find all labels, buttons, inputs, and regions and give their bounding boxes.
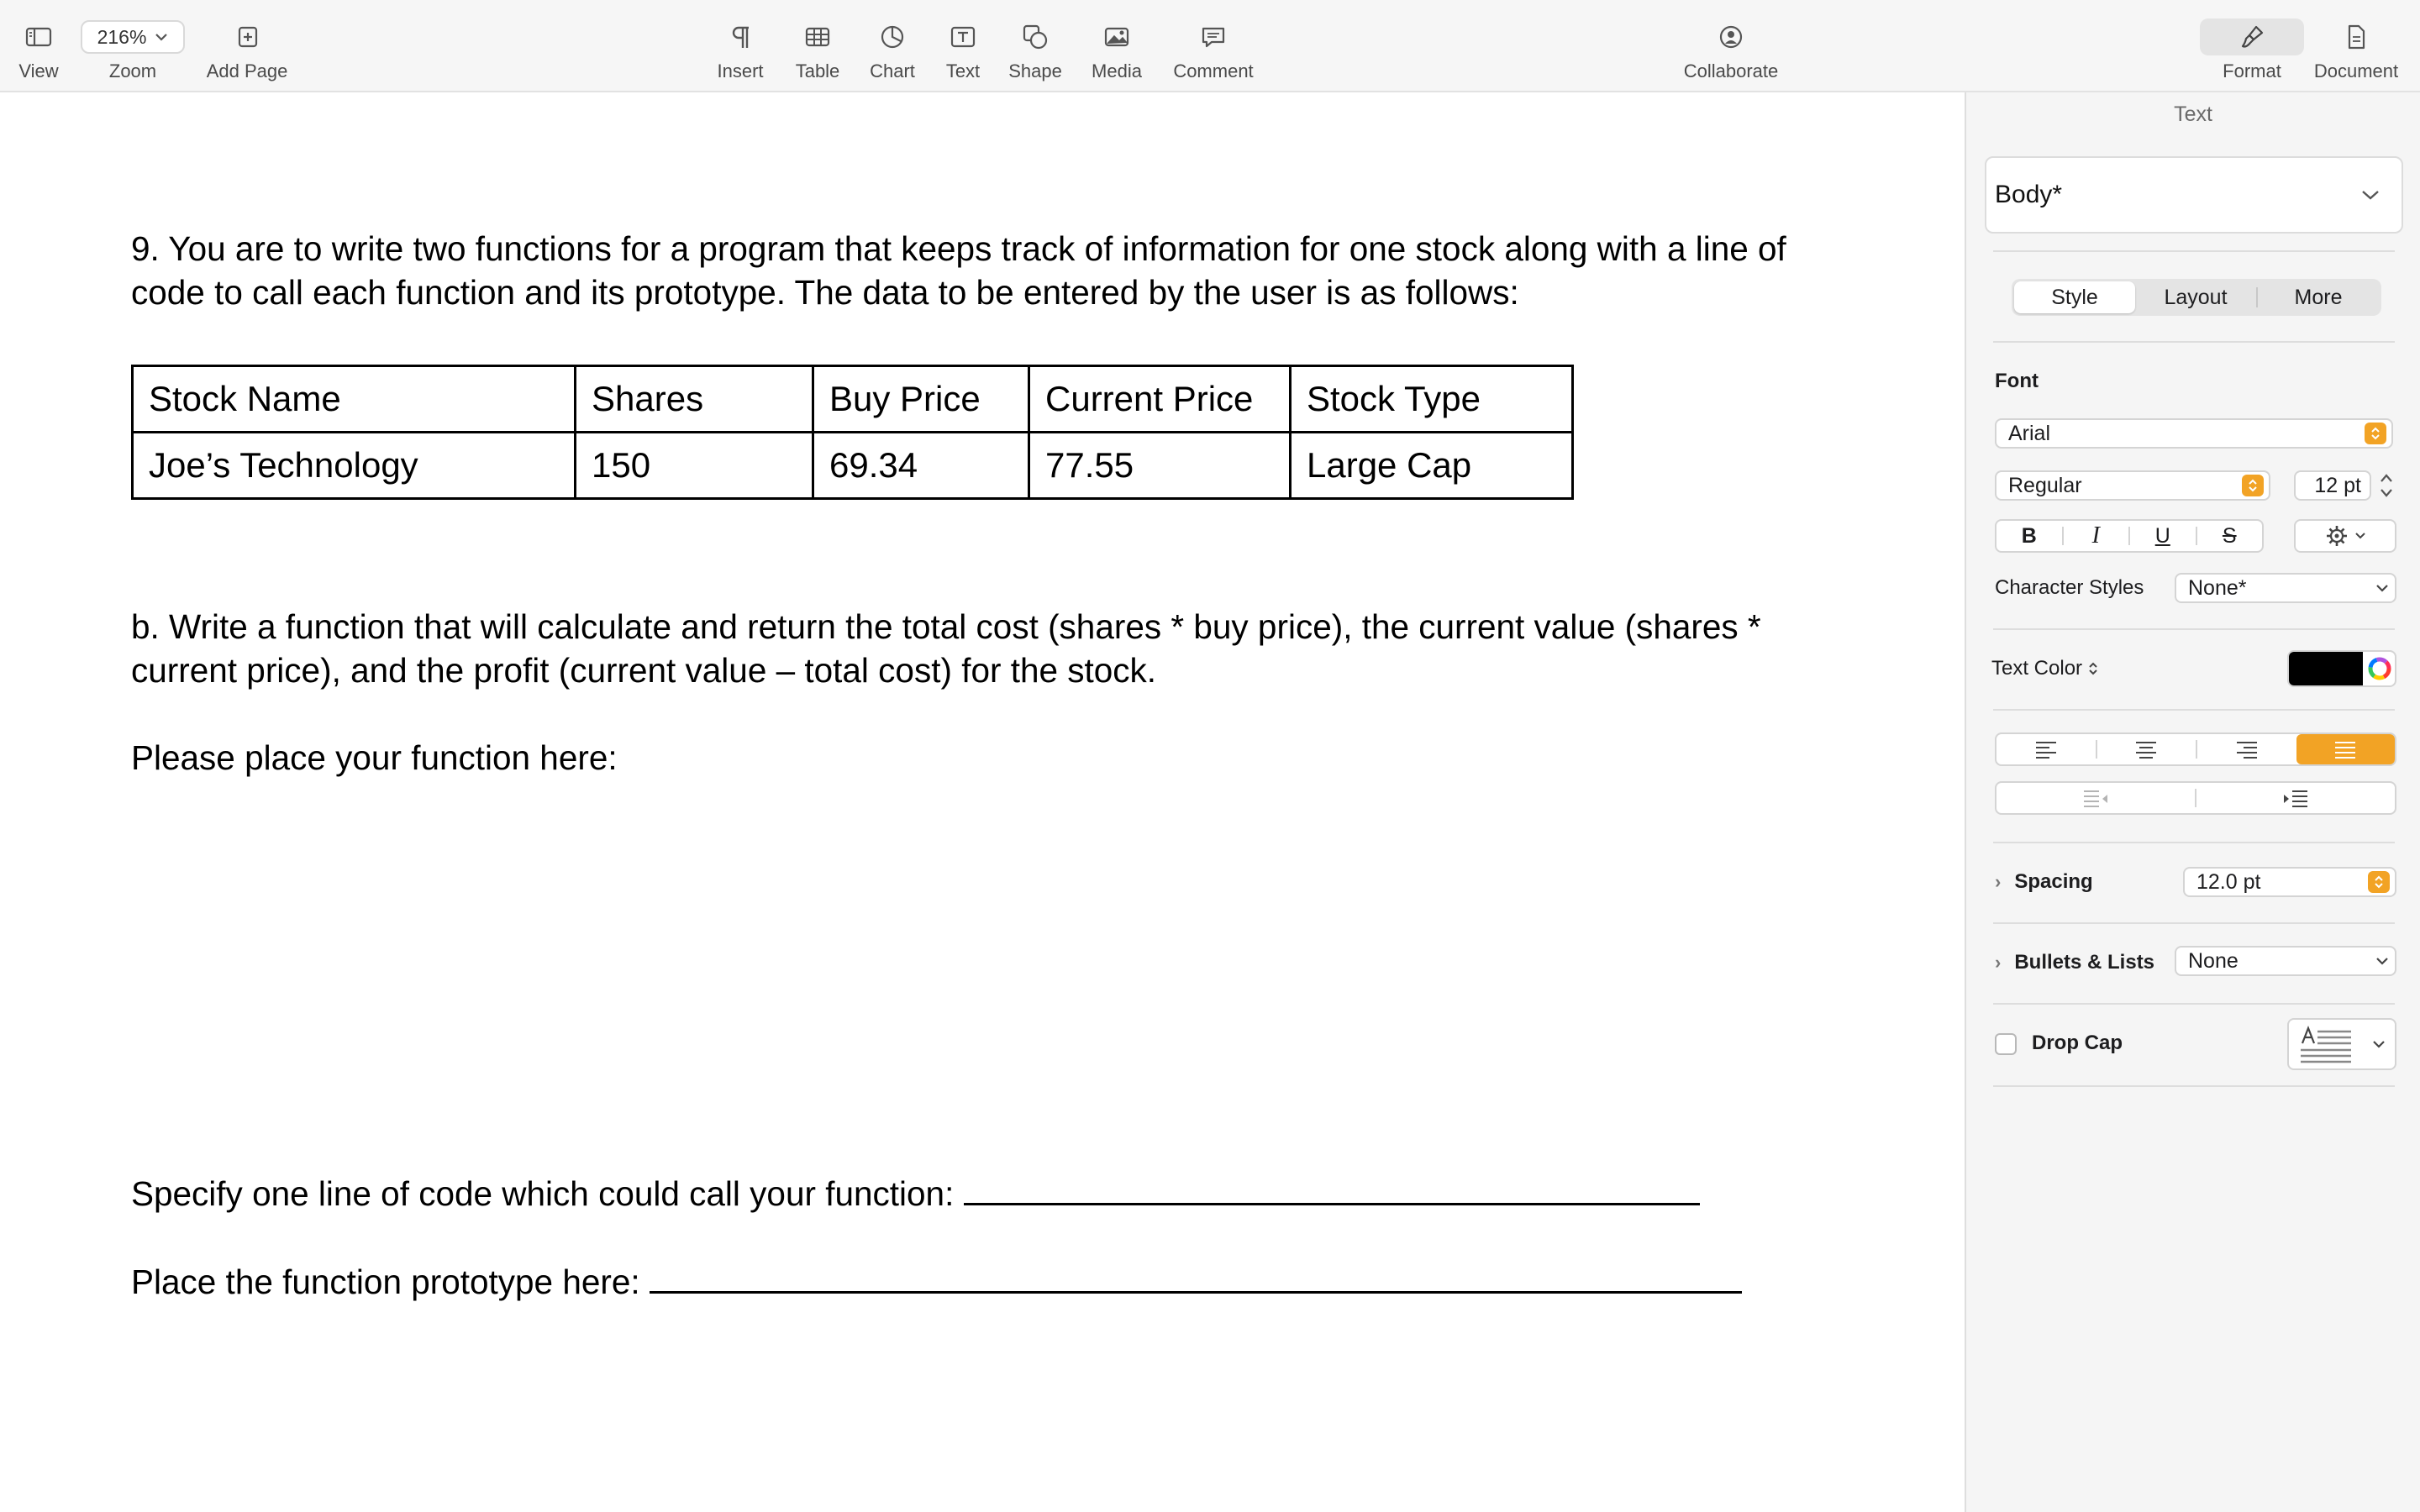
chart-button[interactable] [865,18,919,86]
text-options-button[interactable] [2294,519,2396,553]
zoom-popup[interactable] [81,20,185,54]
add-page-label: Add Page [206,60,288,81]
divider [1993,842,2395,843]
gear-icon [2324,523,2349,549]
call-line[interactable] [131,1171,1854,1215]
document-label: Document [2313,60,2399,81]
chart-label: Chart [870,60,915,81]
add-page-icon [224,18,271,55]
shape-icon [1012,18,1059,55]
format-button[interactable] [2200,18,2304,86]
text-color-well[interactable] [2287,650,2396,687]
indent-buttons [1995,781,2396,815]
text-box-icon [939,18,986,55]
bold-button[interactable]: B [2021,523,2037,548]
spacing-disclosure[interactable] [1995,870,2093,894]
alignment-buttons [1995,732,2396,766]
underline-button[interactable]: U [2154,523,2170,548]
tab-more[interactable]: More [2294,286,2343,309]
table-cell[interactable]: Shares [576,366,813,433]
divider [1993,922,2395,924]
stepper-arrows-icon [2376,469,2396,502]
font-size-stepper[interactable] [2376,469,2396,502]
table-cell[interactable]: Stock Type [1291,366,1573,433]
decrease-indent-button[interactable] [1996,783,2195,813]
table-cell[interactable]: Current Price [1029,366,1291,433]
divider [1993,250,2395,252]
media-button[interactable] [1087,18,1146,86]
font-size-value: 12 pt [2314,473,2361,497]
place-function-text[interactable]: Please place your function here: [131,738,618,777]
view-button[interactable] [15,18,62,86]
text-label: Text [945,60,981,81]
font-style-buttons [1995,519,2264,553]
answer-blank [964,1171,1700,1205]
font-size-field[interactable] [2294,470,2371,501]
italic-button[interactable]: I [2091,522,2100,549]
bullets-label: Bullets & Lists [2014,951,2155,974]
part-b-text[interactable]: b. Write a function that will calculate and return the total cost (shares * buy price), the current value (shares * current price), and the profit (current value – total cost) for the stock. [131,607,1761,690]
text-color-label-button[interactable] [1991,657,2099,680]
insert-button[interactable] [713,18,768,86]
format-selected-bg [2200,18,2304,55]
align-left-icon [2033,739,2059,759]
font-weight-popup[interactable] [1995,470,2270,501]
strikethrough-button[interactable]: S [2222,523,2237,548]
spacing-label: Spacing [2014,870,2093,893]
drop-cap-preview-icon [2299,1025,2353,1063]
divider [1993,1003,2395,1005]
align-left-button[interactable] [1996,734,2096,764]
table-cell[interactable]: 150 [576,433,813,499]
comment-icon [1190,18,1237,55]
document-icon [2333,18,2380,55]
format-label: Format [2223,60,2281,81]
decrease-indent-icon [2081,788,2110,808]
inspector-tabs [2012,279,2381,316]
question-text[interactable]: 9. You are to write two functions for a program that keeps track of information for one stock along with a line of code to call each function and its prototype. The data to be entered by the user is as follows: [131,229,1786,312]
align-right-icon [2234,739,2260,759]
table-cell[interactable]: Stock Name [133,366,576,433]
increase-indent-button[interactable] [2196,783,2395,813]
table-cell[interactable]: Joe’s Technology [133,433,576,499]
table-cell[interactable]: Large Cap [1291,433,1573,499]
color-swatch [2289,652,2363,685]
shape-label: Shape [1008,60,1062,81]
document-canvas[interactable] [0,92,1965,1512]
view-label: View [18,60,59,81]
stock-table[interactable] [131,365,1574,500]
text-button[interactable] [938,18,988,86]
tab-layout[interactable]: Layout [2164,286,2228,309]
comment-button[interactable] [1168,18,1259,86]
updown-icon [2368,871,2390,893]
add-page-button[interactable] [207,18,287,86]
shape-button[interactable] [1005,18,1065,86]
bullets-popup[interactable] [2175,946,2396,976]
collaborate-label: Collaborate [1683,60,1779,81]
prototype-line[interactable] [131,1259,1854,1304]
font-family-popup[interactable] [1995,418,2393,449]
collaborate-button[interactable] [1677,18,1785,86]
table-label: Table [795,60,840,81]
divider [1993,1085,2395,1087]
paragraph-icon [717,18,764,55]
bullets-disclosure[interactable] [1995,951,2154,974]
format-inspector [1965,92,2420,1512]
chevron-down-icon [2354,532,2366,540]
divider [1993,628,2395,630]
document-button[interactable] [2309,18,2403,86]
increase-indent-icon [2281,788,2310,808]
call-line-text: Specify one line of code which could call your function: [131,1174,955,1213]
align-justify-button[interactable] [2296,734,2396,764]
font-weight-value: Regular [2008,473,2082,497]
paragraph-style-value: Body* [1995,181,2063,208]
chevron-right-icon: › [1995,952,2002,973]
bullets-value: None [2188,948,2238,973]
updown-icon [2365,423,2386,444]
table-button[interactable] [790,18,845,86]
spacing-value: 12.0 pt [2196,869,2261,894]
align-right-button[interactable] [2197,734,2296,764]
tab-style[interactable]: Style [2014,281,2135,313]
zoom-control[interactable] [81,18,185,86]
zoom-label: Zoom [108,60,157,81]
updown-icon [2087,660,2099,677]
photo-icon [1093,18,1140,55]
spacing-popup[interactable] [2183,867,2396,897]
zoom-value: 216% [97,25,147,48]
drop-cap-label: Drop Cap [2032,1032,2123,1054]
sidebar-icon [15,18,62,55]
comment-label: Comment [1173,60,1254,81]
character-styles-value: None* [2188,575,2247,600]
toolbar [0,0,2420,92]
table-cell[interactable]: Buy Price [813,366,1029,433]
table-row [133,433,1573,499]
chevron-right-icon: › [1995,871,2002,892]
paragraph-style-popup[interactable] [1985,156,2403,234]
insert-label: Insert [717,60,764,81]
font-family-value: Arial [2008,421,2051,445]
divider [1993,709,2395,711]
updown-icon [2242,475,2264,496]
font-section-label: Font [1995,370,2039,392]
table-header-row [133,366,1573,433]
table-cell[interactable]: 69.34 [813,433,1029,499]
text-color-label: Text Color [1991,657,2083,680]
inspector-title: Text [2174,102,2212,126]
drop-cap-style-popup[interactable] [2287,1018,2396,1070]
prototype-line-text: Place the function prototype here: [131,1263,640,1301]
align-center-button[interactable] [2097,734,2196,764]
chevron-down-icon [2375,583,2390,593]
drop-cap-checkbox[interactable] [1995,1033,2017,1055]
align-justify-icon [2333,739,2358,759]
character-styles-label: Character Styles [1995,576,2144,599]
collaborate-icon [1707,18,1754,55]
character-styles-popup[interactable] [2175,573,2396,603]
color-wheel-icon [2368,657,2391,680]
align-center-icon [2133,739,2159,759]
chevron-down-icon [2361,189,2380,201]
table-icon [794,18,841,55]
chart-icon [869,18,916,55]
paintbrush-icon [2238,23,2266,51]
answer-blank [650,1259,1742,1294]
chevron-down-icon [2375,956,2390,966]
media-label: Media [1092,60,1142,81]
chevron-down-icon [155,32,168,42]
chevron-down-icon [2372,1039,2386,1049]
table-cell[interactable]: 77.55 [1029,433,1291,499]
divider [1993,341,2395,343]
